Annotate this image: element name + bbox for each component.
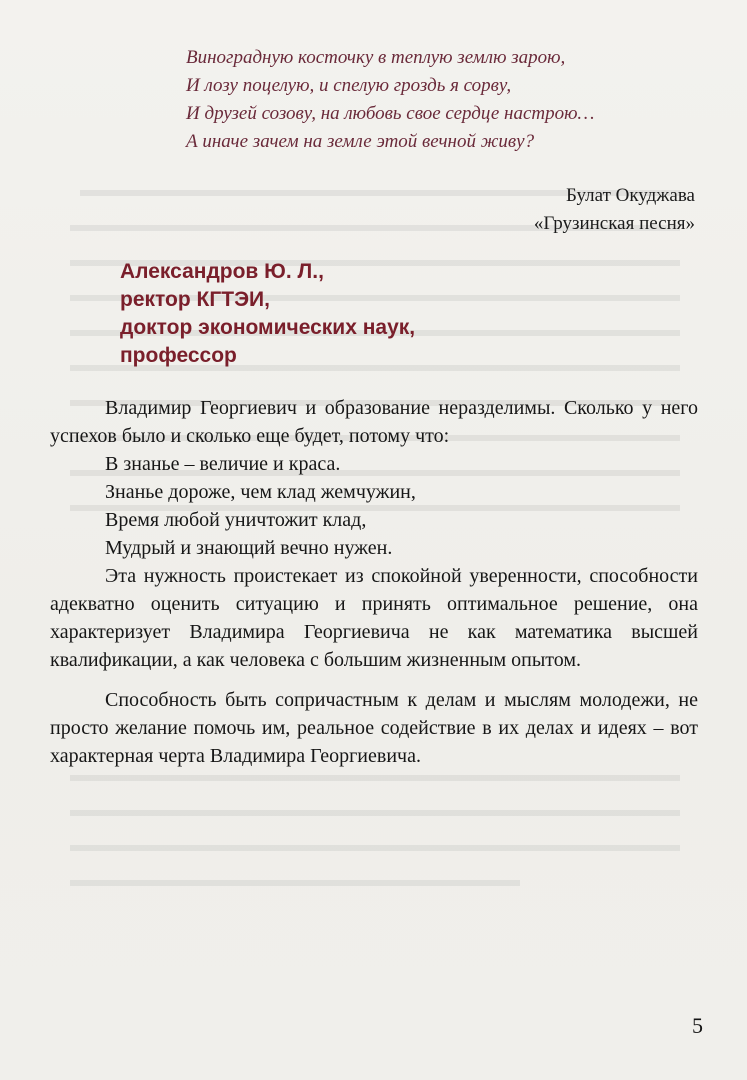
paragraph: Владимир Георгиевич и образование неразделимы. Сколько у него успехов было и сколько еще будет, потому что: [50, 397, 698, 447]
epigraph [186, 44, 706, 156]
epigraph-line: А иначе зачем на земле этой вечной живу? [186, 131, 535, 152]
body-text [50, 394, 698, 770]
author-block [120, 258, 415, 370]
epigraph-author: Булат Окуджава [566, 185, 695, 206]
verse-line: Время любой уничтожит клад, [105, 509, 367, 531]
epigraph-line: Виноградную косточку в теплую землю зарою, [186, 47, 566, 68]
verse-line: Мудрый и знающий вечно нужен. [105, 537, 393, 559]
epigraph-attribution [534, 182, 695, 238]
author-position: ректор КГТЭИ, [120, 288, 270, 311]
epigraph-source: «Грузинская песня» [533, 213, 695, 234]
epigraph-line: И лозу поцелую, и спелую гроздь я сорву, [186, 75, 512, 96]
verse-line: В знанье – величие и краса. [105, 453, 341, 475]
verse-line: Знанье дороже, чем клад жемчужин, [105, 481, 416, 503]
paragraph: Эта нужность проистекает из спокойной уверенности, способности адекватно оценить ситуацию и принять оптимальное решение, она характеризует Владимира Георгиевича не как математика высшей квалификации, а как человека с большим жизненным опытом. [50, 565, 698, 671]
epigraph-line: И друзей созову, на любовь свое сердце настрою… [186, 103, 595, 124]
author-name: Александров Ю. Л., [120, 260, 324, 283]
paragraph: Способность быть сопричастным к делам и мыслям молодежи, не просто желание помочь им, реальное содействие в их делах и идеях – вот характерная черта Владимира Георгиевича. [50, 689, 698, 767]
verse-quote [50, 450, 698, 562]
author-degree: доктор экономических наук, [120, 316, 416, 339]
page-number: 5 [692, 1013, 703, 1038]
author-title: профессор [120, 344, 237, 367]
